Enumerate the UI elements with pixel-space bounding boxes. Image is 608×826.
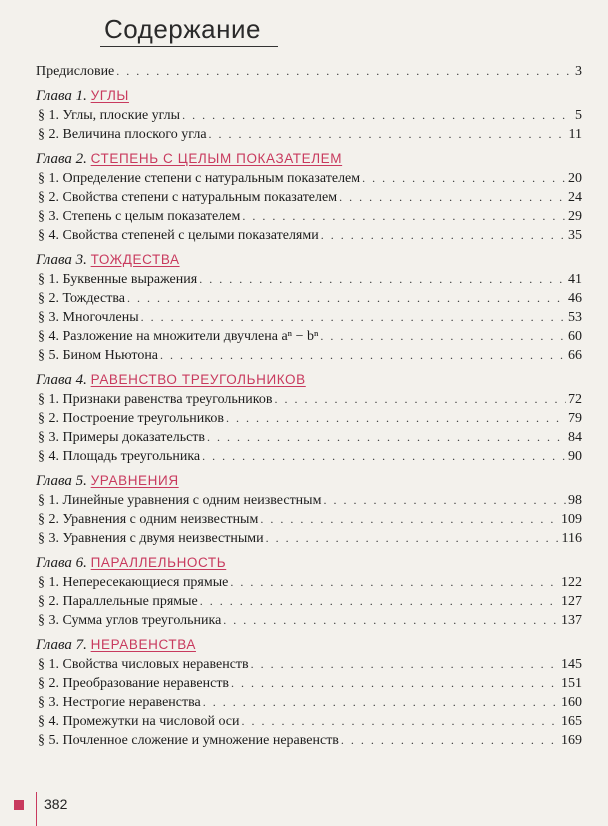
toc-entry-label: § 2. Построение треугольников <box>38 411 224 426</box>
chapter-title: ПАРАЛЛЕЛЬНОСТЬ <box>90 555 227 570</box>
leader-dots <box>127 289 566 308</box>
leader-dots <box>116 62 573 81</box>
chapter-label: Глава 3. <box>36 252 87 268</box>
chapter-heading[interactable] <box>36 471 582 491</box>
toc-entry-page: 11 <box>568 127 582 142</box>
toc-entry-label: § 4. Свойства степеней с целыми показателями <box>38 228 319 243</box>
toc-entry-page: 160 <box>561 695 582 710</box>
toc-entry[interactable] <box>36 169 582 188</box>
toc-entry-page: 90 <box>568 449 582 464</box>
chapters-list <box>36 86 582 750</box>
leader-dots <box>203 693 559 712</box>
toc-entry[interactable] <box>36 207 582 226</box>
toc-entry[interactable] <box>36 409 582 428</box>
toc-entry-page: 84 <box>568 430 582 445</box>
toc-entry[interactable] <box>36 226 582 245</box>
toc-entry-page: 29 <box>568 209 582 224</box>
leader-dots <box>242 712 559 731</box>
leader-dots <box>160 346 566 365</box>
chapter-title: УРАВНЕНИЯ <box>90 473 179 488</box>
chapter-label: Глава 4. <box>36 372 87 388</box>
leader-dots <box>362 169 566 188</box>
toc-entry-label: § 2. Уравнения с одним неизвестным <box>38 512 259 527</box>
toc-entry-label: Предисловие <box>36 64 115 79</box>
toc-entry[interactable] <box>36 289 582 308</box>
chapter-label: Глава 6. <box>36 555 87 571</box>
chapter-title: СТЕПЕНЬ С ЦЕЛЫМ ПОКАЗАТЕЛЕМ <box>90 151 343 166</box>
toc-entry-label: § 3. Нестрогие неравенства <box>38 695 201 710</box>
toc-entry-page: 72 <box>568 392 582 407</box>
leader-dots <box>141 308 566 327</box>
toc-entry-label: § 2. Преобразование неравенств <box>38 676 230 691</box>
leader-dots <box>200 592 559 611</box>
leader-dots <box>231 674 559 693</box>
leader-dots <box>323 491 566 510</box>
toc-entry[interactable] <box>36 712 582 731</box>
page-number: 382 <box>44 796 68 812</box>
toc-entry-label: § 1. Определение степени с натуральным показателем <box>38 171 361 186</box>
toc-entry-label: § 2. Параллельные прямые <box>38 594 198 609</box>
toc-entry-label: § 4. Разложение на множители двучлена aⁿ − bⁿ <box>38 329 319 344</box>
toc-entry-label: § 2. Тождества <box>38 291 125 306</box>
title-underline <box>100 46 278 47</box>
toc-entry[interactable] <box>36 611 582 630</box>
toc-entry-label: § 1. Буквенные выражения <box>38 272 198 287</box>
toc-entry-page: 165 <box>561 714 582 729</box>
chapter-label: Глава 2. <box>36 151 87 167</box>
leader-dots <box>209 125 567 144</box>
toc-entry[interactable] <box>36 106 582 125</box>
toc-entry-page: 53 <box>568 310 582 325</box>
leader-dots <box>321 226 566 245</box>
chapter-label: Глава 5. <box>36 473 87 489</box>
toc-entry[interactable] <box>36 592 582 611</box>
leader-dots <box>274 390 566 409</box>
toc-entry[interactable] <box>36 655 582 674</box>
chapter-heading[interactable] <box>36 86 582 106</box>
toc-entry-page: 109 <box>561 512 582 527</box>
leader-dots <box>207 428 566 447</box>
toc-entry[interactable] <box>36 188 582 207</box>
toc-entry[interactable] <box>36 327 582 346</box>
toc-entry-label: § 4. Промежутки на числовой оси <box>38 714 240 729</box>
toc-entry-label: § 1. Линейные уравнения с одним неизвестным <box>38 493 322 508</box>
toc-entry-page: 5 <box>575 108 582 123</box>
toc-entry[interactable] <box>36 573 582 592</box>
chapter-title: УГЛЫ <box>90 88 129 103</box>
leader-dots <box>223 611 559 630</box>
toc-entry-label: § 3. Степень с целым показателем <box>38 209 241 224</box>
leader-dots <box>266 529 560 548</box>
toc-entry-page: 116 <box>561 531 582 546</box>
toc-entry-label: § 1. Непересекающиеся прямые <box>38 575 229 590</box>
toc-entry[interactable] <box>36 529 582 548</box>
leader-dots <box>230 573 559 592</box>
toc-entry[interactable] <box>36 731 582 750</box>
leader-dots <box>182 106 573 125</box>
toc-entry-page: 41 <box>568 272 582 287</box>
toc-entry-label: § 3. Уравнения с двумя неизвестными <box>38 531 264 546</box>
leader-dots <box>341 731 559 750</box>
toc-entry[interactable] <box>36 674 582 693</box>
toc-entry-page: 145 <box>561 657 582 672</box>
toc-entry[interactable] <box>36 308 582 327</box>
toc-entry-page: 98 <box>568 493 582 508</box>
leader-dots <box>202 447 566 466</box>
chapter-heading[interactable] <box>36 635 582 655</box>
toc-entry-page: 46 <box>568 291 582 306</box>
leader-dots <box>339 188 566 207</box>
toc-entry-label: § 4. Площадь треугольника <box>38 449 201 464</box>
chapter-heading[interactable] <box>36 370 582 390</box>
toc-entry-page: 3 <box>575 64 582 79</box>
toc-entry-preface[interactable] <box>36 62 582 81</box>
leader-dots <box>242 207 566 226</box>
toc-entry-page: 24 <box>568 190 582 205</box>
chapter-heading[interactable] <box>36 250 582 270</box>
toc-entry-page: 66 <box>568 348 582 363</box>
chapter-label: Глава 1. <box>36 88 87 104</box>
toc-entry-label: § 2. Свойства степени с натуральным показателем <box>38 190 338 205</box>
toc-entry-page: 151 <box>561 676 582 691</box>
toc-entry-page: 79 <box>568 411 582 426</box>
toc-entry-page: 137 <box>561 613 582 628</box>
chapter-label: Глава 7. <box>36 637 87 653</box>
toc-entry-label: § 1. Признаки равенства треугольников <box>38 392 273 407</box>
toc-entry-page: 60 <box>568 329 582 344</box>
footer-rule <box>36 792 37 826</box>
toc-entry-page: 122 <box>561 575 582 590</box>
toc-entry-label: § 3. Многочлены <box>38 310 139 325</box>
toc-entry[interactable] <box>36 693 582 712</box>
toc-entry-page: 35 <box>568 228 582 243</box>
chapter-heading[interactable] <box>36 149 582 169</box>
toc-entry-label: § 3. Примеры доказательств <box>38 430 206 445</box>
leader-dots <box>199 270 566 289</box>
chapter-heading[interactable] <box>36 553 582 573</box>
toc-entry[interactable] <box>36 447 582 466</box>
leader-dots <box>251 655 559 674</box>
toc-entry-label: § 2. Величина плоского угла <box>38 127 207 142</box>
toc-entry-label: § 1. Углы, плоские углы <box>38 108 181 123</box>
toc-entry[interactable] <box>36 390 582 409</box>
toc-entry-label: § 5. Бином Ньютона <box>38 348 159 363</box>
chapter-title: РАВЕНСТВО ТРЕУГОЛЬНИКОВ <box>90 372 306 387</box>
leader-dots <box>226 409 566 428</box>
toc-entry-page: 127 <box>561 594 582 609</box>
toc-entry[interactable] <box>36 270 582 289</box>
toc-entry[interactable] <box>36 491 582 510</box>
toc-entry[interactable] <box>36 346 582 365</box>
toc-entry-label: § 3. Сумма углов треугольника <box>38 613 222 628</box>
toc-entry[interactable] <box>36 125 582 144</box>
leader-dots <box>260 510 559 529</box>
toc-entry-label: § 1. Свойства числовых неравенств <box>38 657 249 672</box>
toc-entry[interactable] <box>36 510 582 529</box>
chapter-title: НЕРАВЕНСТВА <box>90 637 196 652</box>
toc-entry-page: 20 <box>568 171 582 186</box>
page-title: Содержание <box>104 14 261 44</box>
toc-entry-label: § 5. Почленное сложение и умножение неравенств <box>38 733 339 748</box>
chapter-title: ТОЖДЕСТВА <box>90 252 180 267</box>
leader-dots <box>320 327 566 346</box>
toc-entry-page: 169 <box>561 733 582 748</box>
footer-square-mark <box>14 800 24 810</box>
table-of-contents <box>36 62 582 750</box>
toc-entry[interactable] <box>36 428 582 447</box>
